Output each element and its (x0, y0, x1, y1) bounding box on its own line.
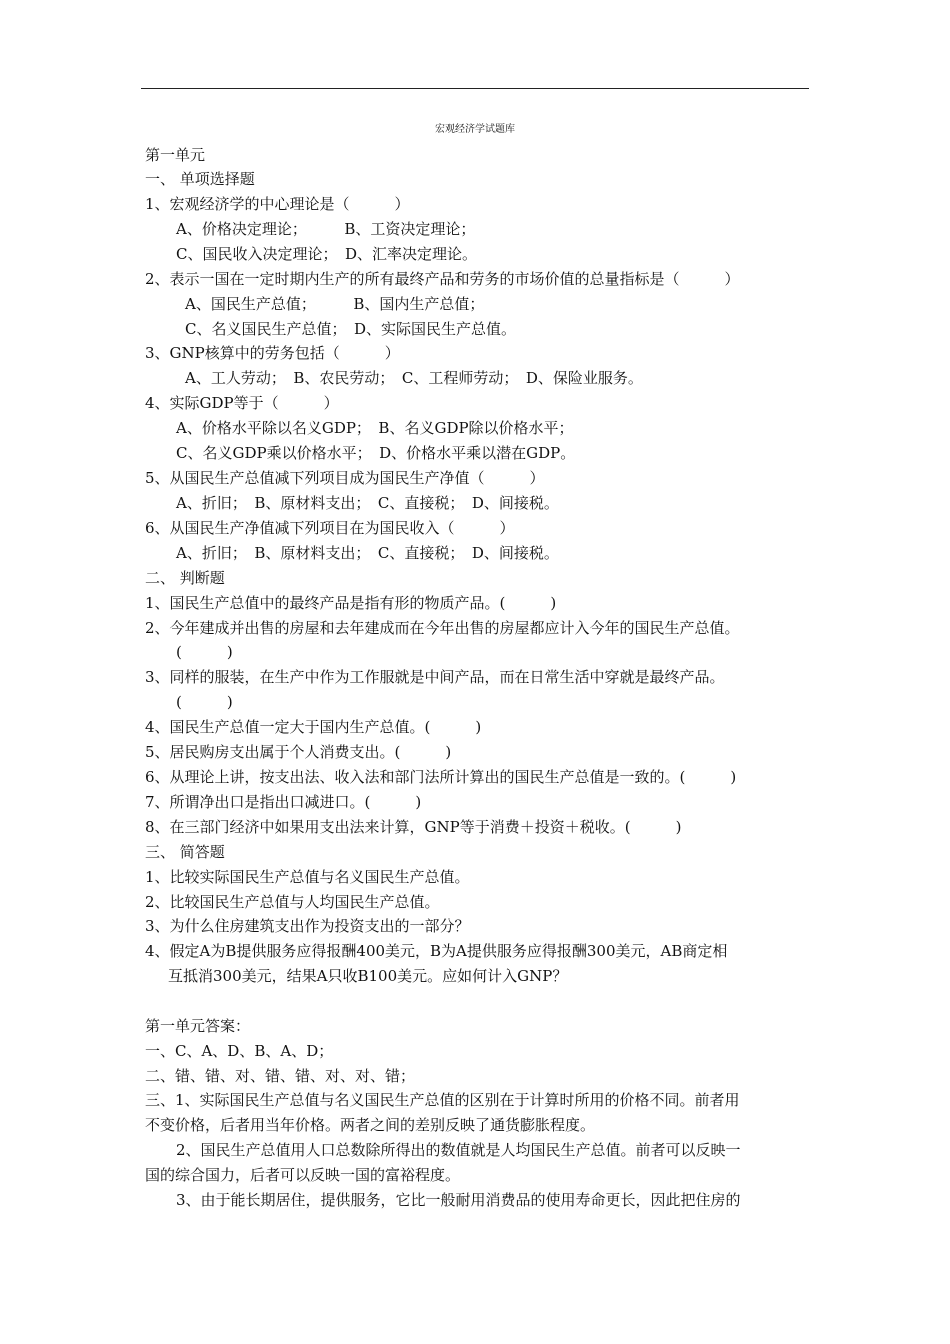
mc-question-6: 6、从国民生产净值减下列项目在为国民收入（ ） (145, 519, 515, 537)
tf-question-2: 2、今年建成并出售的房屋和去年建成而在今年出售的房屋都应计入今年的国民生产总值。 (145, 619, 740, 637)
tf-question-2-blank: ( ) (176, 643, 233, 661)
tf-question-1: 1、国民生产总值中的最终产品是指有形的物质产品。( ) (145, 594, 557, 612)
tf-question-6: 6、从理论上讲，按支出法、收入法和部门法所计算出的国民生产总值是一致的。( ) (145, 768, 737, 786)
answer-sa-2-cont: 国的综合国力，后者可以反映一国的富裕程度。 (145, 1166, 461, 1184)
mc-question-3: 3、GNP核算中的劳务包括（ ） (145, 344, 400, 362)
section-heading-tf: 二、 判断题 (145, 569, 225, 587)
mc-options-1b: C、国民收入决定理论； D、汇率决定理论。 (176, 245, 478, 263)
answer-sa-1-cont: 不变价格，后者用当年价格。两者之间的差别反映了通货膨胀程度。 (145, 1116, 596, 1134)
mc-question-5: 5、从国民生产总值减下列项目成为国民生产净值（ ） (145, 469, 545, 487)
sa-question-4-cont: 互抵消300美元，结果A只收B100美元。应如何计入GNP？ (168, 967, 568, 985)
tf-question-3-blank: ( ) (176, 693, 233, 711)
tf-question-8: 8、在三部门经济中如果用支出法来计算，GNP等于消费＋投资＋税收。( ) (145, 818, 682, 836)
section-heading-mc: 一、 单项选择题 (145, 170, 255, 188)
answer-sa-1: 三、1、实际国民生产总值与名义国民生产总值的区别在于计算时所用的价格不同。前者用 (145, 1091, 740, 1109)
mc-question-4: 4、实际GDP等于（ ） (145, 394, 339, 412)
answer-sa-3: 3、由于能长期居住，提供服务，它比一般耐用消费品的使用寿命更长，因此把住房的 (176, 1191, 741, 1209)
mc-options-6a: A、折旧； B、原材料支出； C、直接税； D、间接税。 (176, 544, 559, 562)
sa-question-2: 2、比较国民生产总值与人均国民生产总值。 (145, 893, 440, 911)
sa-question-4: 4、假定A为B提供服务应得报酬400美元，B为A提供服务应得报酬300美元，AB商定相 (145, 942, 728, 960)
answer-mc: 一、C、A、D、B、A、D； (145, 1042, 334, 1060)
section-heading-sa: 三、 简答题 (145, 843, 225, 861)
answer-sa-2: 2、国民生产总值用人口总数除所得出的数值就是人均国民生产总值。前者可以反映一 (176, 1141, 741, 1159)
mc-options-4a: A、价格水平除以名义GDP； B、名义GDP除以价格水平； (176, 419, 574, 437)
mc-question-1: 1、宏观经济学的中心理论是（ ） (145, 195, 410, 213)
mc-options-5a: A、折旧； B、原材料支出； C、直接税； D、间接税。 (176, 494, 559, 512)
answer-tf: 二、错、错、对、错、错、对、对、错； (145, 1067, 416, 1085)
page-title: 宏观经济学试题库 (435, 124, 515, 135)
tf-question-5: 5、居民购房支出属于个人消费支出。( ) (145, 743, 452, 761)
answers-heading: 第一单元答案： (145, 1017, 251, 1035)
sa-question-3: 3、为什么住房建筑支出作为投资支出的一部分？ (145, 917, 470, 935)
mc-options-2b: C、名义国民生产总值； D、实际国民生产总值。 (185, 320, 517, 338)
header-rule (141, 88, 809, 89)
tf-question-7: 7、所谓净出口是指出口减进口。( ) (145, 793, 422, 811)
mc-options-4b: C、名义GDP乘以价格水平； D、价格水平乘以潜在GDP。 (176, 444, 576, 462)
tf-question-3: 3、同样的服装，在生产中作为工作服就是中间产品，而在日常生活中穿就是最终产品。 (145, 668, 725, 686)
mc-question-2: 2、表示一国在一定时期内生产的所有最终产品和劳务的市场价值的总量指标是（ ） (145, 270, 740, 288)
mc-options-2a: A、国民生产总值； B、国内生产总值； (185, 295, 485, 313)
tf-question-4: 4、国民生产总值一定大于国内生产总值。( ) (145, 718, 482, 736)
mc-options-1a: A、价格决定理论； B、工资决定理论； (176, 220, 476, 238)
mc-options-3a: A、工人劳动； B、农民劳动； C、工程师劳动； D、保险业服务。 (185, 369, 643, 387)
sa-question-1: 1、比较实际国民生产总值与名义国民生产总值。 (145, 868, 470, 886)
unit-heading: 第一单元 (145, 146, 206, 164)
